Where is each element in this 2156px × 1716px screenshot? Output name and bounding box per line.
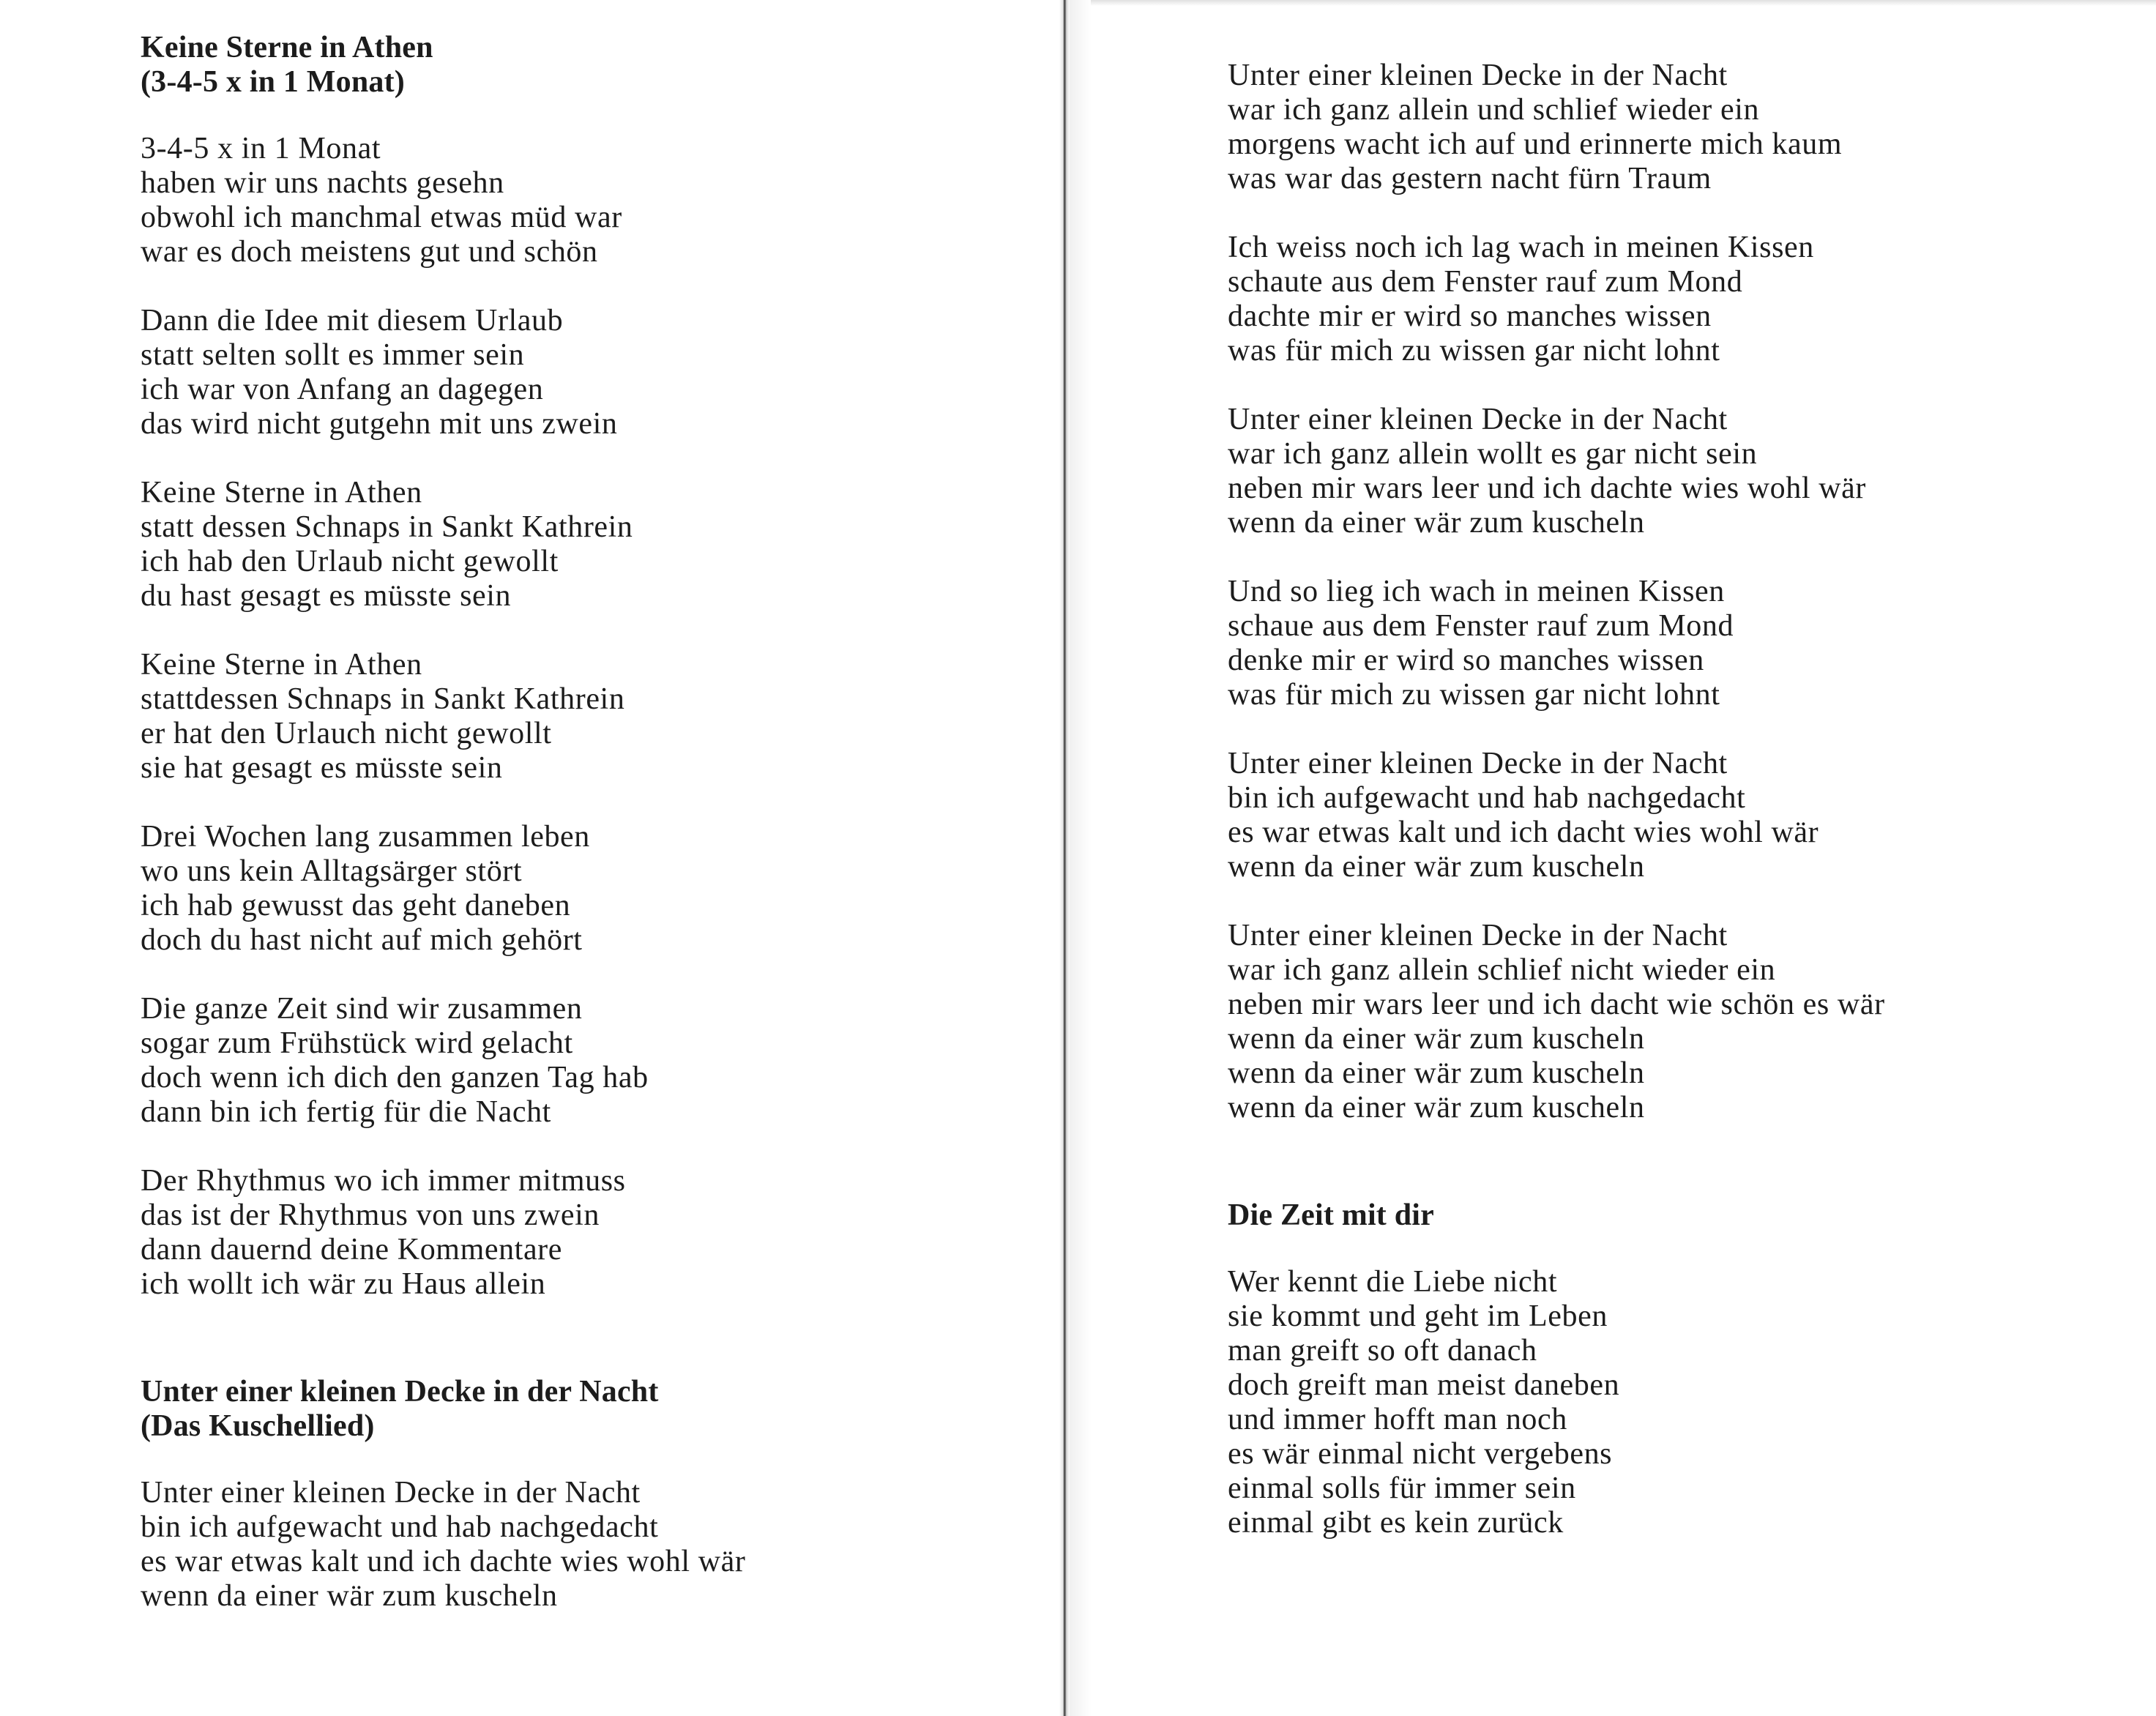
left-page: [0, 0, 1065, 1716]
lyric-line: schaue aus dem Fenster rauf zum Mond: [1228, 609, 1734, 643]
book-gutter: [1059, 0, 1070, 1716]
stanza: [1228, 403, 2136, 540]
title-line: Keine Sterne in Athen: [141, 31, 433, 64]
lyric-line: Keine Sterne in Athen: [141, 476, 422, 510]
lyric-line: ich war von Anfang an dagegen: [141, 373, 544, 406]
lyric-line: schaute aus dem Fenster rauf zum Mond: [1228, 265, 1743, 299]
lyric-line: ich hab den Urlaub nicht gewollt: [141, 545, 559, 578]
lyric-line: sogar zum Frühstück wird gelacht: [141, 1026, 573, 1060]
stanza: [141, 1476, 1034, 1614]
lyric-line: es war etwas kalt und ich dacht wies wohl wär: [1228, 816, 1819, 849]
lyric-line: man greift so oft danach: [1228, 1334, 1537, 1368]
stanza: [141, 132, 1034, 269]
lyric-line: bin ich aufgewacht und hab nachgedacht: [141, 1510, 659, 1544]
lyric-line: doch wenn ich dich den ganzen Tag hab: [141, 1061, 649, 1094]
stanza: [1228, 59, 2136, 196]
lyric-line: Drei Wochen lang zusammen leben: [141, 820, 590, 854]
lyric-line: Ich weiss noch ich lag wach in meinen Kissen: [1228, 231, 1814, 264]
lyric-line: ich hab gewusst das geht daneben: [141, 889, 571, 922]
subtitle-line: (3-4-5 x in 1 Monat): [141, 65, 405, 99]
stanza: [141, 476, 1034, 613]
lyric-line: Die ganze Zeit sind wir zusammen: [141, 992, 583, 1026]
lyric-line: dachte mir er wird so manches wissen: [1228, 299, 1712, 333]
lyric-line: was war das gestern nacht fürn Traum: [1228, 162, 1712, 195]
lyric-line: ich wollt ich wär zu Haus allein: [141, 1267, 546, 1301]
song-title: [141, 1375, 1034, 1444]
stanza: [141, 820, 1034, 958]
lyric-line: wenn da einer wär zum kuscheln: [1228, 850, 1645, 884]
lyric-line: Der Rhythmus wo ich immer mitmuss: [141, 1164, 626, 1198]
song-keine-sterne: [141, 31, 1034, 1302]
lyric-line: war ich ganz allein schlief nicht wieder ein: [1228, 953, 1776, 987]
lyric-line: 3-4-5 x in 1 Monat: [141, 132, 381, 165]
lyric-line: wenn da einer wär zum kuscheln: [1228, 1091, 1645, 1124]
title-line: Unter einer kleinen Decke in der Nacht: [141, 1375, 659, 1409]
lyric-line: einmal gibt es kein zurück: [1228, 1506, 1564, 1540]
lyric-line: was für mich zu wissen gar nicht lohnt: [1228, 678, 1720, 712]
stanza: [1228, 919, 2136, 1125]
lyric-line: wenn da einer wär zum kuscheln: [1228, 506, 1645, 540]
lyric-line: sie kommt und geht im Leben: [1228, 1299, 1608, 1333]
lyric-line: morgens wacht ich auf und erinnerte mich kaum: [1228, 127, 1843, 161]
lyric-line: dann dauernd deine Kommentare: [141, 1233, 563, 1267]
lyric-line: neben mir wars leer und ich dacht wie schön es wär: [1228, 988, 1885, 1021]
subtitle-line: (Das Kuschellied): [141, 1409, 375, 1443]
lyric-line: denke mir er wird so manches wissen: [1228, 644, 1704, 677]
stanza: [1228, 575, 2136, 712]
lyric-line: Und so lieg ich wach in meinen Kissen: [1228, 575, 1725, 608]
right-page-content: [1228, 59, 2136, 1540]
lyric-line: Wer kennt die Liebe nicht: [1228, 1265, 1558, 1299]
lyric-line: bin ich aufgewacht und hab nachgedacht: [1228, 781, 1746, 815]
lyric-line: wo uns kein Alltagsärger stört: [141, 854, 523, 888]
song-title: [141, 31, 1034, 100]
lyric-line: Unter einer kleinen Decke in der Nacht: [1228, 403, 1728, 436]
lyric-line: wenn da einer wär zum kuscheln: [1228, 1056, 1645, 1090]
lyric-line: war ich ganz allein wollt es gar nicht sein: [1228, 437, 1758, 471]
stanza: [1228, 747, 2136, 884]
lyric-line: was für mich zu wissen gar nicht lohnt: [1228, 334, 1720, 368]
lyric-line: stattdessen Schnaps in Sankt Kathrein: [141, 682, 625, 716]
lyric-line: er hat den Urlauch nicht gewollt: [141, 717, 552, 750]
lyric-line: du hast gesagt es müsste sein: [141, 579, 512, 613]
lyric-line: es war etwas kalt und ich dachte wies wohl wär: [141, 1545, 746, 1578]
song-die-zeit-mit-dir: [1228, 1198, 2136, 1540]
lyric-line: es wär einmal nicht vergebens: [1228, 1437, 1613, 1471]
stanza: [141, 304, 1034, 441]
lyric-line: Dann die Idee mit diesem Urlaub: [141, 304, 564, 337]
lyric-line: obwohl ich manchmal etwas müd war: [141, 201, 622, 234]
stanza: [1228, 231, 2136, 368]
lyric-line: statt selten sollt es immer sein: [141, 338, 525, 372]
lyric-line: und immer hofft man noch: [1228, 1403, 1567, 1436]
stanza: [141, 648, 1034, 786]
lyric-line: Keine Sterne in Athen: [141, 648, 422, 682]
lyric-line: dann bin ich fertig für die Nacht: [141, 1095, 551, 1129]
lyric-line: neben mir wars leer und ich dachte wies wohl wär: [1228, 471, 1866, 505]
lyric-line: doch greift man meist daneben: [1228, 1368, 1620, 1402]
song-kuschellied-continued: [1228, 59, 2136, 1125]
lyric-line: Unter einer kleinen Decke in der Nacht: [1228, 747, 1728, 780]
lyric-line: statt dessen Schnaps in Sankt Kathrein: [141, 510, 633, 544]
lyric-line: das wird nicht gutgehn mit uns zwein: [141, 407, 618, 441]
lyric-line: haben wir uns nachts gesehn: [141, 166, 504, 200]
song-kuschellied: [141, 1375, 1034, 1614]
right-page: [1073, 0, 2156, 1716]
lyric-line: war ich ganz allein und schlief wieder ein: [1228, 93, 1760, 127]
stanza: [141, 992, 1034, 1130]
lyric-line: einmal solls für immer sein: [1228, 1471, 1576, 1505]
stanza: [1228, 1265, 2136, 1540]
lyric-line: wenn da einer wär zum kuscheln: [1228, 1022, 1645, 1056]
title-line: Die Zeit mit dir: [1228, 1198, 1434, 1232]
stanza: [141, 1164, 1034, 1302]
lyric-line: Unter einer kleinen Decke in der Nacht: [1228, 919, 1728, 952]
song-title: [1228, 1198, 2136, 1233]
lyric-line: das ist der Rhythmus von uns zwein: [141, 1198, 600, 1232]
lyric-line: sie hat gesagt es müsste sein: [141, 751, 503, 785]
lyric-line: wenn da einer wär zum kuscheln: [141, 1579, 558, 1613]
lyric-line: Unter einer kleinen Decke in der Nacht: [1228, 59, 1728, 92]
lyric-line: doch du hast nicht auf mich gehört: [141, 923, 583, 957]
lyric-line: war es doch meistens gut und schön: [141, 235, 598, 269]
lyric-line: Unter einer kleinen Decke in der Nacht: [141, 1476, 641, 1510]
left-page-content: [141, 31, 1034, 1614]
